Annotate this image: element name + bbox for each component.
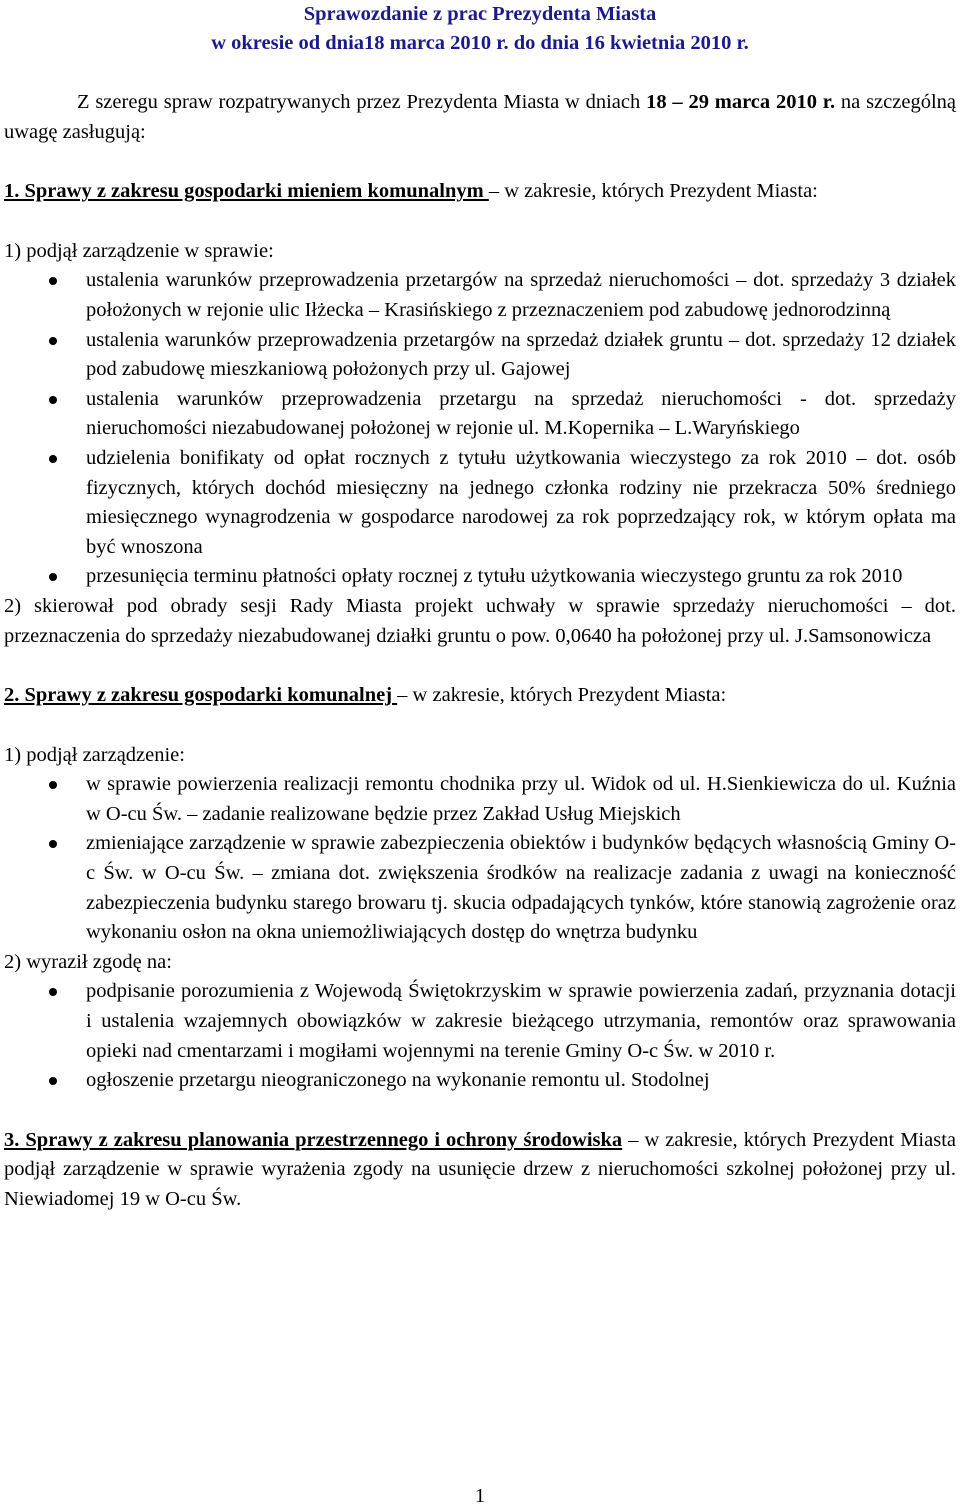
list-item: zmieniające zarządzenie w sprawie zabezpieczenia obiektów i budynków będących własnością Gminy O-c Św. w O-cu Św. – zmiana dot. zwiększenia środków na realizacje zadania z uwagi na konieczność zabezpieczenia budynku starego browaru tj. skucia odpadających tynków, które stanowią zagrożenie oraz wykonaniu osłon na okna uniemożliwiających dostęp do wnętrza budynku <box>86 829 956 947</box>
section3-heading-rest: – w zakresie, których Prezydent Miasta podjął zarządzenie w sprawie wyrażenia zgody na usunięcie drzew z nieruchomości szkolnej położonej przy ul. Niewiadomej 19 w O-cu Św. <box>4 1128 956 1210</box>
list-item: przesunięcia terminu płatności opłaty rocznej z tytułu użytkowania wieczystego gruntu za rok 2010 <box>86 562 956 592</box>
section1-heading: 1. Sprawy z zakresu gospodarki mieniem komunalnym <box>4 180 489 203</box>
list-item: ustalenia warunków przeprowadzenia przetargów na sprzedaż nieruchomości – dot. sprzedaży 3 działek położonych w rejonie ulic Iłżecka – Krasińskiego z przeznaczeniem pod zabudowę jednorodzinną <box>86 266 956 325</box>
list-item: w sprawie powierzenia realizacji remontu chodnika przy ul. Widok od ul. H.Sienkiewicza do ul. Kuźnia w O-cu Św. – zadanie realizowane będzie przez Zakład Usług Miejskich <box>86 770 956 829</box>
section3-paragraph <box>4 1126 956 1215</box>
section1-heading-rest: – w zakresie, których Prezydent Miasta: <box>488 180 818 203</box>
intro-text-c: na szczególną uwagę zasługują: <box>4 91 956 143</box>
section2-list2 <box>4 977 956 1095</box>
section1-sub2: 2) skierował pod obrady sesji Rady Miasta projekt uchwały w sprawie sprzedaży nieruchomości – dot. przeznaczenia do sprzedaży niezabudowanej działki gruntu o pow. 0,0640 ha położonej przy ul. J.Samsonowicza <box>4 594 956 647</box>
intro-text-a: Z szeregu spraw rozpatrywanych przez Prezydenta Miasta w dniach <box>77 91 647 113</box>
section2-heading-paragraph <box>4 681 956 711</box>
list-item: ogłoszenie przetargu nieograniczonego na wykonanie remontu ul. Stodolnej <box>86 1066 956 1096</box>
section2-heading: 2. Sprawy z zakresu gospodarki komunalnej <box>4 684 398 707</box>
list-item: udzielenia bonifikaty od opłat rocznych z tytułu użytkowania wieczystego za rok 2010 – dot. osób fizycznych, których dochód miesięczny na jednego członka rodziny nie przekracza 50% średniego miesięcznego wynagrodzenia w gospodarce narodowej za rok poprzedzający rok, w którym opłata ma być wnoszona <box>86 444 956 562</box>
list-item: podpisanie porozumienia z Wojewodą Świętokrzyskim w sprawie powierzenia zadań, przyznania dotacji i ustalenia wzajemnych obowiązków w zakresie bieżącego utrzymania, remontów oraz sprawowania opieki nad cmentarzami i mogiłami wojennymi na terenie Gminy O-c Św. w 2010 r. <box>86 977 956 1066</box>
intro-dates: 18 – 29 marca 2010 r. <box>646 91 836 113</box>
page-number: 1 <box>474 1485 486 1507</box>
section3-heading: 3. Sprawy z zakresu planowania przestrzennego i ochrony środowiska <box>4 1128 623 1151</box>
list-item: ustalenia warunków przeprowadzenia przetargu na sprzedaż nieruchomości - dot. sprzedaży nieruchomości niezabudowanej położonej w rejonie ul. M.Kopernika – L.Waryńskiego <box>86 385 956 444</box>
intro-paragraph <box>4 88 956 147</box>
section2-list1 <box>4 770 956 948</box>
document-title-line2: w okresie od dnia18 marca 2010 r. do dnia 16 kwietnia 2010 r. <box>211 32 749 54</box>
section2-heading-rest: – w zakresie, których Prezydent Miasta: <box>397 684 727 707</box>
section1-heading-paragraph <box>4 177 956 207</box>
list-item: ustalenia warunków przeprowadzenia przetargów na sprzedaż działek gruntu – dot. sprzedaży 12 działek pod zabudowę mieszkaniową położonych przy ul. Gajowej <box>86 326 956 385</box>
document-title-line1: Sprawozdanie z prac Prezydenta Miasta <box>303 3 657 25</box>
section1-list <box>4 266 956 592</box>
section2-sub2: 2) wyraził zgodę na: <box>4 950 172 973</box>
section1-sub1: 1) podjął zarządzenie w sprawie: <box>4 239 274 262</box>
section2-sub1: 1) podjął zarządzenie: <box>4 743 185 766</box>
